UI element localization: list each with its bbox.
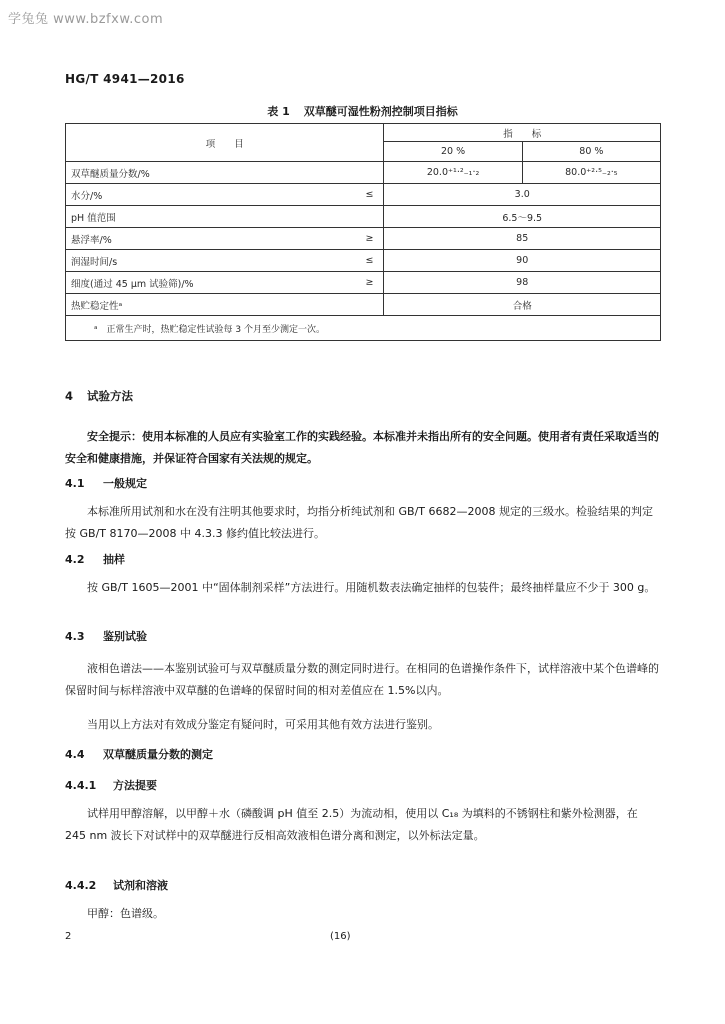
section-4-3-text-1: 液相色谱法——本鉴别试验可与双草醚质量分数的测定同时进行。在相同的色谱操作条件下，试样溶液中某个色谱峰的保留时间与标样溶液中双草醚的色谱峰的保留时间的相对差值应在 1.5%以内。 [65,662,659,697]
section-4-1-text: 本标准所用试剂和水在没有注明其他要求时，均指分析纯试剂和 GB/T 6682—2008 规定的三级水。检验结果的判定按 GB/T 8170—2008 中 4.3.3 修约值比较法进行。 [65,505,653,540]
section-4-4-1-text: 试样用甲醇溶解，以甲醇＋水（磷酸调 pH 值至 2.5）为流动相，使用以 C₁₈ 为填料的不锈钢柱和紫外检测器，在 245 nm 波长下对试样中的双草醚进行反相高效液相色谱分离和测定，以外标法定量。 [65,807,638,842]
table-caption-title: 双草醚可湿性粉剂控制项目指标 [303,105,458,118]
row-name: pH 值范围 [66,206,384,228]
standard-number: HG/T 4941—2016 [65,72,185,86]
header-col-20: 20 % [384,142,522,162]
row-name: 水分/% [66,184,356,206]
section-title: 双草醚质量分数的测定 [103,748,213,761]
row-value-20: 20.0⁺¹·²₋₁·₂ [384,162,522,184]
section-title: 试剂和溶液 [113,879,168,892]
section-number: 4.1 [65,477,85,490]
section-number: 4.4.1 [65,779,97,792]
table-footnote-row [66,316,661,341]
row-value: 98 [384,272,661,294]
row-value: 90 [384,250,661,272]
section-number: 4 [65,389,74,403]
table-row [66,250,661,272]
section-4-2-text: 按 GB/T 1605—2001 中“固体制剂采样”方法进行。用随机数表法确定抽样的包装件；最终抽样量应不少于 300 g。 [87,581,656,594]
row-value: 合格 [384,294,661,316]
section-number: 4.4 [65,748,85,761]
section-4-2-heading [65,551,125,567]
row-value: 6.5～9.5 [384,206,661,228]
row-value: 85 [384,228,661,250]
table-footnote: ᵃ 正常生产时，热贮稳定性试验每 3 个月至少测定一次。 [66,316,661,341]
page-number: 2 [65,931,72,942]
section-title: 方法提要 [113,779,157,792]
section-number: 4.4.2 [65,879,97,892]
row-symbol: ≥ [355,228,384,250]
table-row [66,228,661,250]
table-row [66,162,661,184]
section-4-3-text-2: 当用以上方法对有效成分鉴定有疑问时，可采用其他有效方法进行鉴别。 [87,718,439,731]
section-4-4-heading [65,746,213,762]
row-name: 悬浮率/% [66,228,356,250]
section-4-heading [65,388,133,404]
section-4-1-heading [65,475,147,491]
section-title: 鉴别试验 [103,630,147,643]
row-name: 热贮稳定性ᵃ [66,294,384,316]
row-symbol: ≤ [355,184,384,206]
table-row [66,272,661,294]
row-name: 润湿时间/s [66,250,356,272]
table-row [66,206,661,228]
row-value-80: 80.0⁺²·⁵₋₂·₅ [522,162,660,184]
table-caption-number: 表 1 [267,105,290,118]
row-symbol: ≥ [355,272,384,294]
row-name: 双草醚质量分数/% [66,162,384,184]
header-col-80: 80 % [522,142,660,162]
watermark: 学兔兔 www.bzfxw.com [8,12,164,27]
section-title: 一般规定 [103,477,147,490]
section-4-4-2-heading [65,877,168,893]
section-4-4-1-heading [65,777,157,793]
section-title: 试验方法 [87,389,133,403]
header-item: 项 目 [66,124,384,162]
table-row [66,294,661,316]
table-row [66,184,661,206]
section-4-3-heading [65,628,147,644]
section-number: 4.3 [65,630,85,643]
section-title: 抽样 [103,553,125,566]
row-value: 3.0 [384,184,661,206]
table-header-row [66,124,661,142]
spec-table [65,123,661,341]
table-caption [0,103,725,119]
row-name: 细度(通过 45 μm 试验筛)/% [66,272,356,294]
sequence-number: (16) [330,931,351,942]
section-4-4-2-text: 甲醇：色谱级。 [87,907,164,920]
section-number: 4.2 [65,553,85,566]
row-symbol: ≤ [355,250,384,272]
header-index: 指 标 [384,124,661,142]
safety-notice: 安全提示：使用本标准的人员应有实验室工作的实践经验。本标准并未指出所有的安全问题。使用者有责任采取适当的安全和健康措施，并保证符合国家有关法规的规定。 [65,430,659,465]
